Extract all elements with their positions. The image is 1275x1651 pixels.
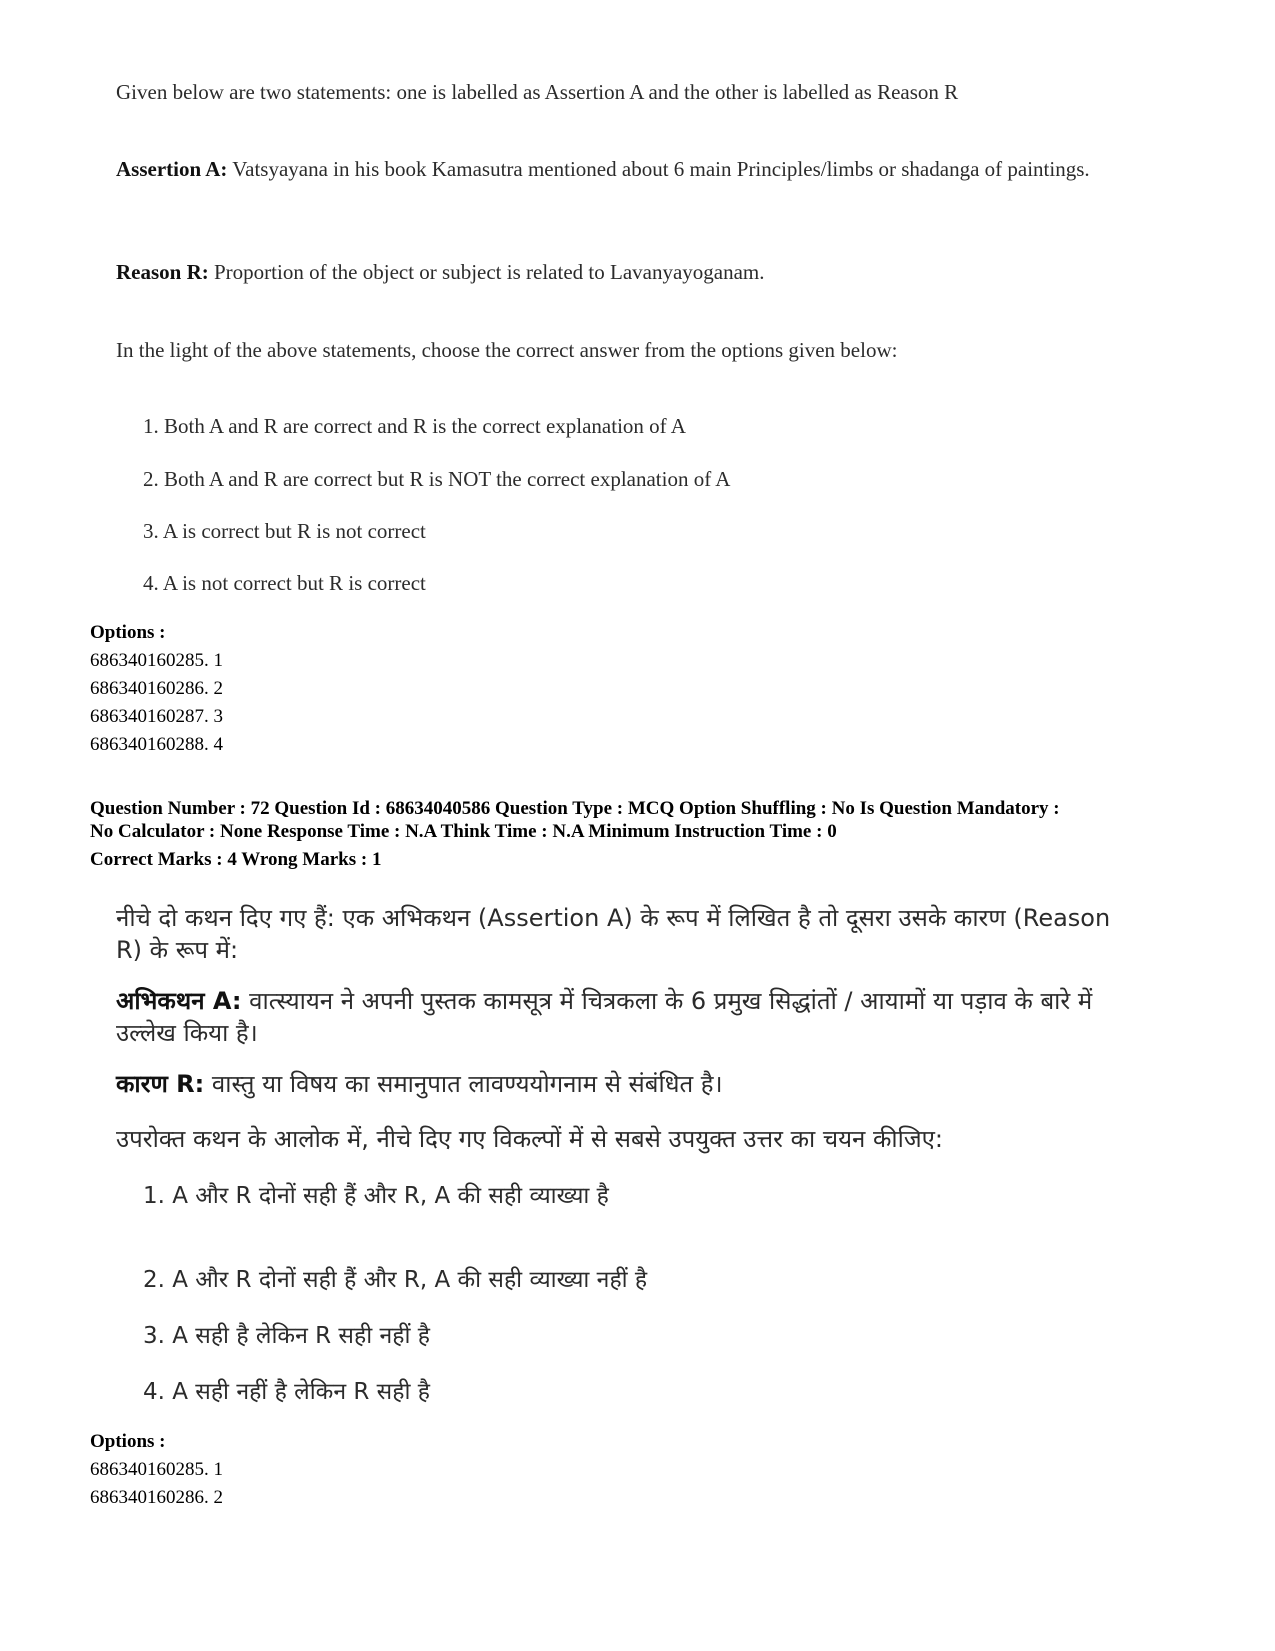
q1-option-id-2: 686340160286. 2 (90, 678, 223, 699)
q1-choice-2: 2. Both A and R are correct but R is NOT the correct explanation of A (143, 467, 731, 491)
q2-intro: नीचे दो कथन दिए गए हैं: एक अभिकथन (Assertion A) के रूप में लिखित है तो दूसरा उसके कारण (Reason R) के रूप में: (116, 904, 1111, 964)
q1-option-id-4: 686340160288. 4 (90, 734, 223, 755)
q1-choice-4: 4. A is not correct but R is correct (143, 571, 426, 595)
q2-reason-text: वास्तु या विषय का समानुपात लावण्ययोगनाम से संबंधित है। (204, 1070, 723, 1098)
q2-reason-label: कारण R: (116, 1070, 205, 1098)
q2-assertion-text: वात्स्यायन ने अपनी पुस्तक कामसूत्र में चित्रकला के 6 प्रमुख सिद्धांतों / आयामों या पड़ाव के बारे में उल्लेख किया है। (116, 987, 1093, 1047)
q1-reason (116, 258, 1116, 286)
q1-choice-3: 3. A is correct but R is not correct (143, 519, 426, 543)
q2-choice-3: 3. A सही है लेकिन R सही नहीं है (143, 1323, 430, 1349)
q2-meta-line-2: No Calculator : None Response Time : N.A Think Time : N.A Minimum Instruction Time : 0 (90, 821, 837, 842)
q2-meta-line-1: Question Number : 72 Question Id : 68634040586 Question Type : MCQ Option Shuffling : No Is Question Mandatory : (90, 798, 1060, 819)
q1-intro: Given below are two statements: one is labelled as Assertion A and the other is labelled as Reason R (116, 80, 959, 104)
q2-meta-line-3: Correct Marks : 4 Wrong Marks : 1 (90, 849, 382, 870)
q2-choice-2: 2. A और R दोनों सही हैं और R, A की सही व्याख्या नहीं है (143, 1267, 648, 1293)
q1-reason-text: Proportion of the object or subject is related to Lavanyayoganam. (208, 260, 765, 284)
q2-options-title: Options : (90, 1431, 166, 1452)
q1-assertion-label: Assertion A: (116, 157, 228, 181)
q1-option-id-1: 686340160285. 1 (90, 650, 223, 671)
q2-reason (116, 1068, 1116, 1100)
q2-choice-1: 1. A और R दोनों सही हैं और R, A की सही व्याख्या है (143, 1183, 609, 1209)
q1-choice-1: 1. Both A and R are correct and R is the correct explanation of A (143, 414, 686, 438)
q2-choice-4: 4. A सही नहीं है लेकिन R सही है (143, 1379, 430, 1405)
q2-option-id-2: 686340160286. 2 (90, 1487, 223, 1508)
q1-options-title: Options : (90, 622, 166, 643)
q2-assertion-label: अभिकथन A: (116, 987, 242, 1015)
q2-option-id-1: 686340160285. 1 (90, 1459, 223, 1480)
q2-instruction: उपरोक्त कथन के आलोक में, नीचे दिए गए विकल्पों में से सबसे उपयुक्त उत्तर का चयन कीजिए: (116, 1125, 943, 1153)
q1-assertion-text: Vatsyayana in his book Kamasutra mentioned about 6 main Principles/limbs or shadanga of paintings. (227, 157, 1090, 181)
q1-instruction: In the light of the above statements, choose the correct answer from the options given below: (116, 338, 898, 362)
q1-assertion (116, 155, 1116, 183)
q2-assertion (116, 985, 1096, 1049)
q1-reason-label: Reason R: (116, 260, 209, 284)
q1-option-id-3: 686340160287. 3 (90, 706, 223, 727)
